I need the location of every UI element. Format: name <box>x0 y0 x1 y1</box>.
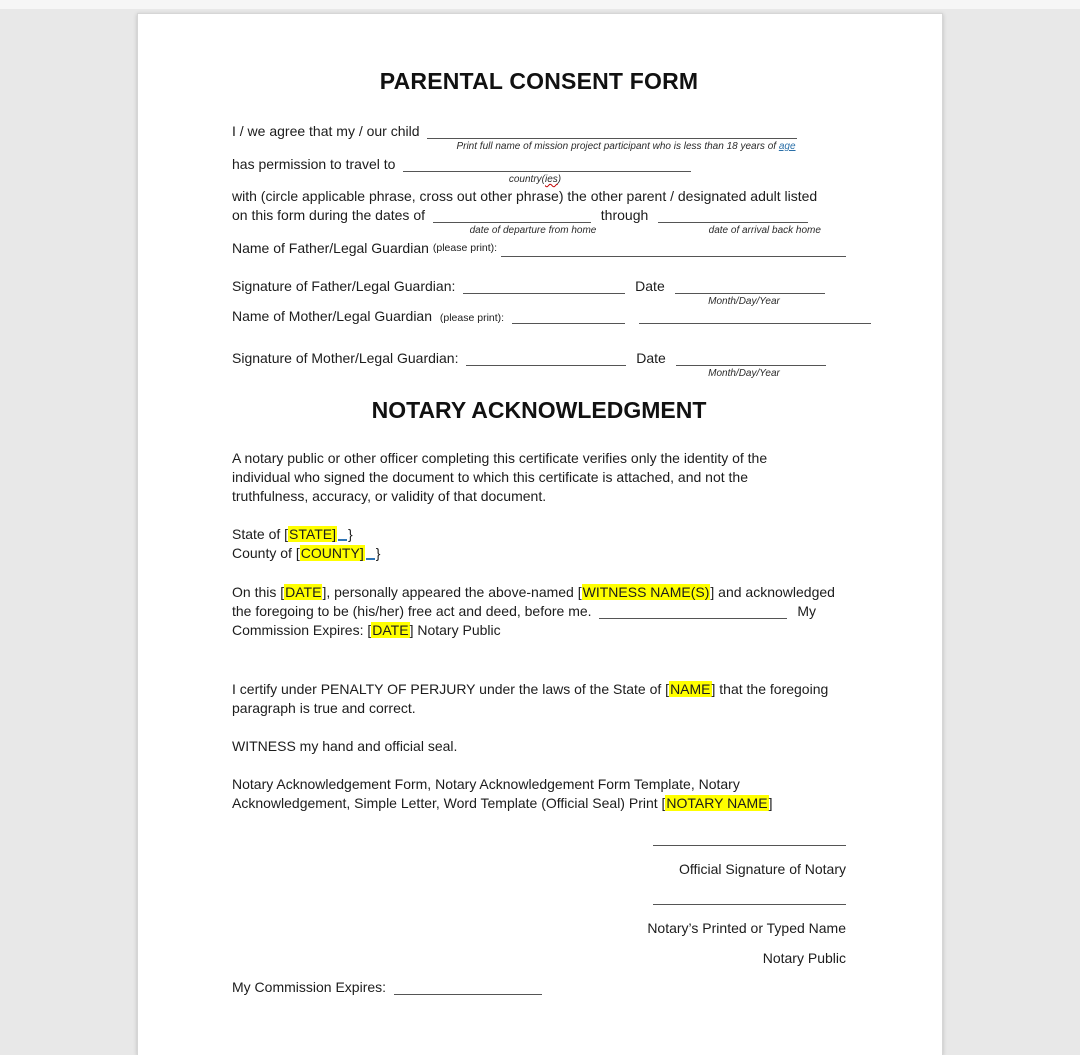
country-caption <box>391 174 679 185</box>
state-brace: } <box>347 526 353 542</box>
arrival-caption: date of arrival back home <box>708 225 821 236</box>
notary-name-placeholder: NOTARY NAME <box>666 795 768 811</box>
departure-caption: date of departure from home <box>469 225 597 236</box>
my-text: My <box>797 603 817 619</box>
official-signature-row <box>586 829 846 848</box>
agree-text: I / we agree that my / our child <box>232 123 420 139</box>
mother-name-line <box>232 307 846 328</box>
notary-signature-block <box>586 829 846 968</box>
document-page <box>137 13 943 1055</box>
departure-date-blank <box>433 208 591 223</box>
commission-post: ] Notary Public <box>409 622 501 638</box>
travel-text: has permission to travel to <box>232 156 396 172</box>
through-text: through <box>600 207 649 223</box>
mother-date-label: Date <box>636 350 666 366</box>
keywords-pre: Acknowledgement, Simple Letter, Word Template (Official Seal) Print [ <box>232 795 666 811</box>
father-mdy-caption: Month/Day/Year <box>708 296 780 307</box>
witness-placeholder: WITNESS NAME(S) <box>582 584 710 600</box>
onthis-line-2 <box>232 602 846 621</box>
county-line <box>232 544 846 563</box>
keywords-line-2 <box>232 794 846 813</box>
onthis-post: ] and acknowledged <box>710 584 835 600</box>
child-name-caption-row <box>232 141 846 152</box>
commission-expires-line <box>232 978 846 997</box>
commission-expires-label: My Commission Expires: <box>232 979 387 995</box>
keywords-line-1: Notary Acknowledgement Form, Notary Acknowledgement Form Template, Notary <box>232 776 740 792</box>
mother-name-blank-1 <box>512 309 625 324</box>
commission-pre: Commission Expires: [ <box>232 622 372 638</box>
printed-name-blank <box>653 890 846 905</box>
official-signature-caption: Official Signature of Notary <box>678 861 846 877</box>
deed-text: the foregoing to be (his/her) free act and deed, before me. <box>232 603 592 619</box>
perjury-post: ] that the foregoing <box>711 681 829 697</box>
country-blank <box>403 157 691 172</box>
keywords-paragraph <box>232 775 846 813</box>
father-signature-blank <box>463 279 625 294</box>
official-signature-blank <box>653 831 846 846</box>
mother-signature-blank <box>466 351 626 366</box>
perjury-paragraph <box>232 680 846 718</box>
onthis-line-3 <box>232 621 846 640</box>
disclaimer-line-1: A notary public or other officer completing this certificate verifies only the identity of the <box>232 450 768 466</box>
onthis-line-1 <box>232 583 846 602</box>
father-name-label: Name of Father/Legal Guardian <box>232 240 429 256</box>
mother-mdy-caption: Month/Day/Year <box>708 368 780 379</box>
disclaimer-line-3: truthfulness, accuracy, or validity of that document. <box>232 488 547 504</box>
witness-seal-line: WITNESS my hand and official seal. <box>232 738 458 754</box>
mother-please-print: (please print): <box>439 312 505 324</box>
age-link[interactable]: age <box>778 141 796 152</box>
mother-name-label: Name of Mother/Legal Guardian <box>232 308 432 324</box>
circle-phrase-line1: with (circle applicable phrase, cross out other phrase) the other parent / designated adult listed <box>232 188 818 204</box>
country-caption-row <box>232 174 846 185</box>
mother-mdy-row <box>232 368 846 379</box>
notary-disclaimer <box>232 449 846 506</box>
county-placeholder: COUNTY] <box>300 545 364 561</box>
printed-name-caption: Notary’s Printed or Typed Name <box>647 920 846 936</box>
mother-sig-label: Signature of Mother/Legal Guardian: <box>232 350 459 366</box>
county-pre: County of [ <box>232 545 300 561</box>
dates-line <box>232 206 846 225</box>
commission-date-placeholder: DATE <box>372 622 409 638</box>
mother-signature-line <box>232 349 846 368</box>
name-placeholder: NAME <box>670 681 711 697</box>
dates-text: on this form during the dates of <box>232 207 425 223</box>
father-sig-label: Signature of Father/Legal Guardian: <box>232 278 456 294</box>
doc-title: PARENTAL CONSENT FORM <box>379 68 699 94</box>
printed-name-row <box>586 888 846 907</box>
disclaimer-line-2: individual who signed the document to which this certificate is attached, and not the <box>232 469 748 485</box>
perjury-pre: I certify under PENALTY OF PERJURY under the laws of the State of [ <box>232 681 670 697</box>
country-caption-pre: country( <box>508 174 545 185</box>
top-strip <box>0 0 1080 9</box>
county-brace: } <box>375 545 381 561</box>
onthis-mid: ], personally appeared the above-named [ <box>322 584 582 600</box>
keywords-post: ] <box>768 795 773 811</box>
notary-section-title: NOTARY ACKNOWLEDGMENT <box>371 397 707 423</box>
country-caption-ies: ies <box>544 174 558 185</box>
perjury-line-2: paragraph is true and correct. <box>232 700 416 716</box>
notary-public-caption: Notary Public <box>762 950 846 966</box>
date-placeholder: DATE <box>285 584 322 600</box>
father-please-print: (please print): <box>432 242 498 254</box>
child-caption-text: Print full name of mission project participant who is less than 18 years of <box>456 141 777 152</box>
mother-date-blank <box>676 351 826 366</box>
state-pre: State of [ <box>232 526 289 542</box>
child-name-blank <box>427 124 797 139</box>
travel-line <box>232 155 846 174</box>
perjury-line-1 <box>232 680 846 699</box>
acknowledgment-paragraph <box>232 583 846 640</box>
onthis-pre: On this [ <box>232 584 285 600</box>
child-name-line <box>232 122 846 141</box>
notary-signature-inline-blank <box>599 604 787 619</box>
country-caption-post: ) <box>557 174 562 185</box>
commission-expires-blank <box>394 980 542 995</box>
father-date-blank <box>675 279 825 294</box>
state-line <box>232 525 846 544</box>
father-name-blank <box>501 242 846 257</box>
document-content <box>138 14 942 997</box>
dates-caption-row <box>232 225 846 236</box>
father-signature-line <box>232 277 846 296</box>
arrival-date-blank <box>658 208 808 223</box>
father-name-line <box>232 239 846 258</box>
insert-mark <box>366 549 375 560</box>
insert-mark <box>338 530 347 541</box>
father-mdy-row <box>232 296 846 307</box>
father-date-label: Date <box>635 278 665 294</box>
mother-name-blank-2 <box>639 309 871 324</box>
state-placeholder: STATE] <box>289 526 336 542</box>
child-name-caption <box>435 141 817 152</box>
